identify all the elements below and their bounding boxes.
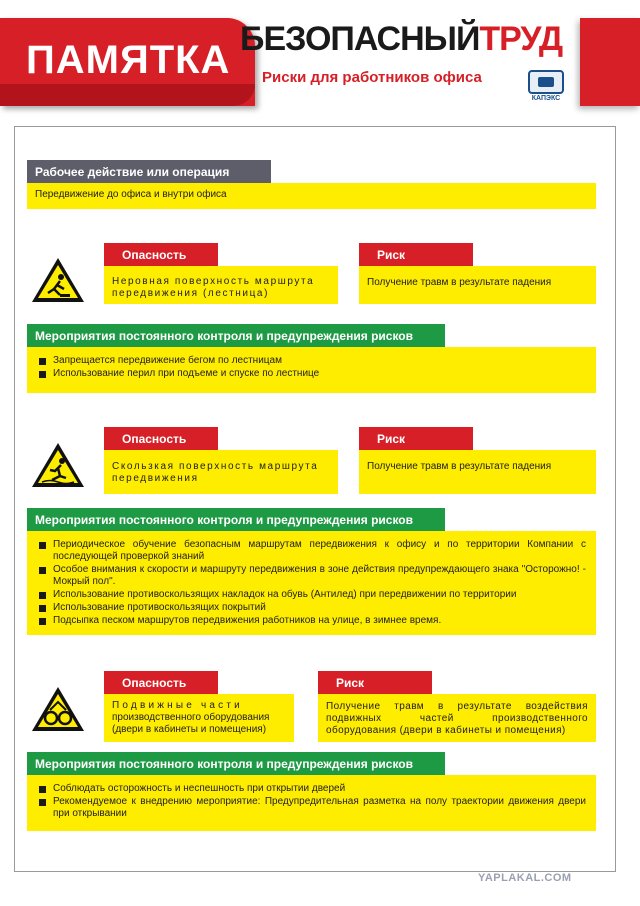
list-item: Периодическое обучение безопасным маршрутам передвижения к офису и по территории Компании с последующей проверкой знаний <box>39 539 586 563</box>
moving-parts-icon <box>30 684 86 734</box>
risk-text-2: Получение травм в результате падения <box>359 450 596 494</box>
list-item: Использование противоскользящих накладок на обувь (Антилед) при передвижении по территории <box>39 589 586 601</box>
measures-box-2 <box>27 531 596 635</box>
danger-label-3: Опасность <box>104 671 218 695</box>
risk-label-3: Риск <box>318 671 432 695</box>
list-item: Запрещается передвижение бегом по лестницам <box>39 355 586 367</box>
operation-label: Рабочее действие или операция <box>27 160 271 183</box>
risk-text-3: Получение травм в результате воздействия подвижных частей производственного оборудования (двери в кабинеты и помещения) <box>318 694 596 742</box>
danger-text-3: Подвижные части производственного оборудования (двери в кабинеты и помещения) <box>104 694 294 742</box>
risk-label-1: Риск <box>359 243 473 267</box>
danger-text-2: Скользкая поверхность маршрута передвижения <box>104 450 338 494</box>
header-corner <box>580 18 640 106</box>
risk-text-1: Получение травм в результате падения <box>359 266 596 304</box>
subtitle: Риски для работников офиса <box>262 69 482 86</box>
list-item: Подсыпка песком маршрутов передвижения работников на улице, в зимнее время. <box>39 615 586 627</box>
measures-label-2: Мероприятия постоянного контроля и предупреждения рисков <box>27 508 445 531</box>
list-item: Использование перил при подъеме и спуске по лестнице <box>39 368 586 380</box>
page-title: ПАМЯТКА <box>26 38 231 82</box>
measures-label-3: Мероприятия постоянного контроля и предупреждения рисков <box>27 752 445 775</box>
danger-label-1: Опасность <box>104 243 218 267</box>
brand-title: БЕЗОПАСНЫЙТРУД <box>240 20 563 58</box>
trip-hazard-icon <box>30 255 86 305</box>
list-item: Особое внимания к скорости и маршруту передвижения в зоне действия предупреждающего знака "Осторожно! - Мокрый пол". <box>39 564 586 588</box>
danger-label-2: Опасность <box>104 427 218 451</box>
list-item: Рекомендуемое к внедрению мероприятие: Предупредительная разметка на полу траектории движения двери при открывании <box>39 796 586 820</box>
measures-box-1 <box>27 347 596 393</box>
risk-label-2: Риск <box>359 427 473 451</box>
operation-value: Передвижение до офиса и внутри офиса <box>27 183 596 209</box>
logo-icon <box>528 70 564 94</box>
measures-box-3 <box>27 775 596 831</box>
watermark: YAPLAKAL.COM <box>478 872 572 884</box>
list-item: Соблюдать осторожность и неспешность при открытии дверей <box>39 783 586 795</box>
danger-text-1: Неровная поверхность маршрута передвижения (лестница) <box>104 266 338 304</box>
company-logo: КАПЭКС <box>523 70 569 104</box>
slippery-floor-icon <box>30 440 86 490</box>
list-item: Использование противоскользящих покрытий <box>39 602 586 614</box>
measures-label-1: Мероприятия постоянного контроля и предупреждения рисков <box>27 324 445 347</box>
